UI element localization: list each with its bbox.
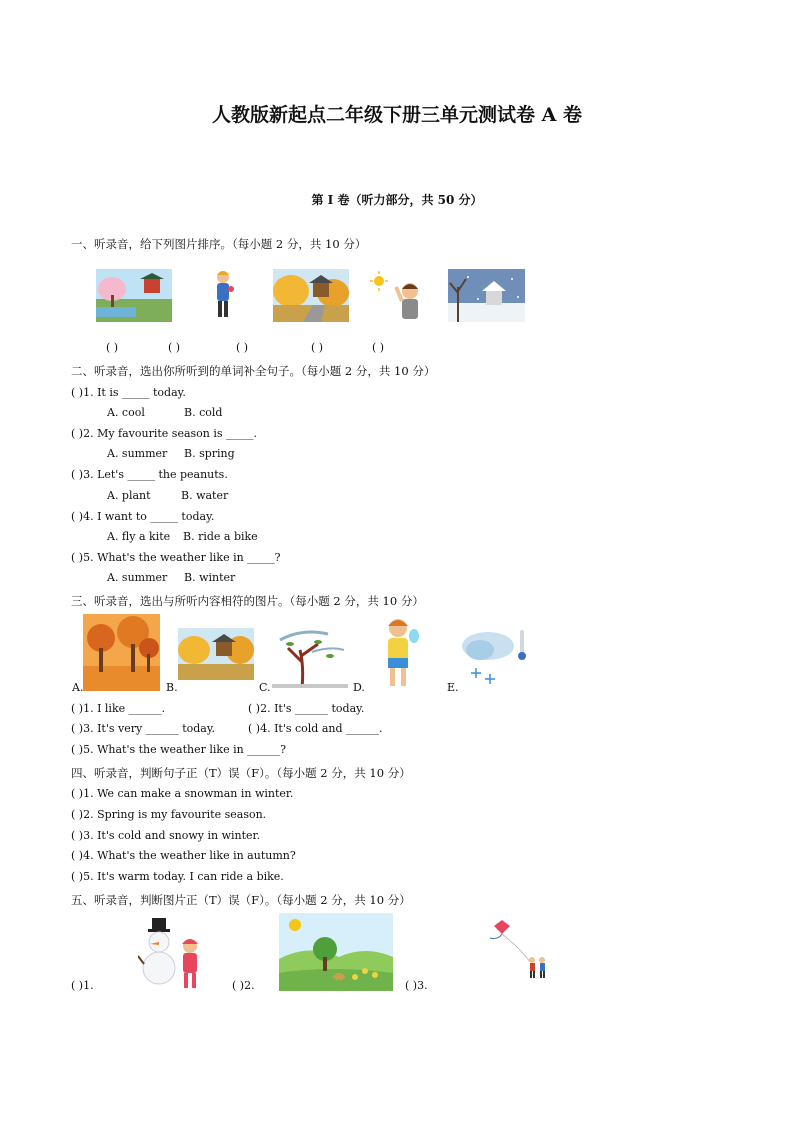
s2-q4-option-b: B. ride a bike — [183, 530, 258, 543]
section-5-heading: 五、听录音，判断图片正（T）误（F）。（每小题 2 分，共 10 分） — [71, 893, 411, 907]
s2-question-5: ( )5. What's the weather like in _____? — [71, 551, 281, 564]
s5-item-2: ( )2. — [232, 979, 255, 992]
s5-item-3: ( )3. — [405, 979, 428, 992]
winter-pavilion-image — [448, 269, 525, 322]
section-4-heading: 四、听录音，判断句子正（T）误（F）。（每小题 2 分，共 10 分） — [71, 766, 411, 780]
section-3-heading: 三、听录音，选出与所听内容相符的图片。（每小题 2 分，共 10 分） — [71, 594, 424, 608]
order-blank-4[interactable]: ( ) — [311, 341, 324, 354]
s2-q1-option-b: B. cold — [184, 406, 223, 419]
s4-statement-1: ( )1. We can make a snowman in winter. — [71, 787, 294, 800]
girl-image — [211, 269, 235, 322]
s3-question-3: ( )3. It's very ______ today. — [71, 722, 216, 735]
s4-statement-2: ( )2. Spring is my favourite season. — [71, 808, 267, 821]
s2-q3-option-b: B. water — [181, 489, 229, 502]
s3-letter-d: D. — [353, 681, 365, 694]
s2-q2-option-b: B. spring — [184, 447, 235, 460]
s3-question-1: ( )1. I like ______. — [71, 702, 166, 715]
s4-statement-4: ( )4. What's the weather like in autumn? — [71, 849, 296, 862]
s5-item-1: ( )1. — [71, 979, 94, 992]
s3-letter-c: C. — [259, 681, 271, 694]
kite-children-image — [480, 918, 550, 982]
autumn-pavilion-image-b — [178, 628, 254, 680]
s2-question-2: ( )2. My favourite season is _____. — [71, 427, 258, 440]
s2-q5-option-a: A. summer — [107, 571, 168, 584]
autumn-trees-image — [83, 614, 160, 691]
s3-question-2: ( )2. It's ______ today. — [248, 702, 365, 715]
s4-statement-3: ( )3. It's cold and snowy in winter. — [71, 829, 261, 842]
s2-question-4: ( )4. I want to _____ today. — [71, 510, 215, 523]
s2-q2-option-a: A. summer — [107, 447, 168, 460]
section-2-heading: 二、听录音，选出你所听到的单词补全句子。（每小题 2 分，共 10 分） — [71, 364, 436, 378]
s3-letter-e: E. — [447, 681, 459, 694]
s3-question-5: ( )5. What's the weather like in ______? — [71, 743, 287, 756]
snowman-girl-image — [138, 916, 204, 990]
s2-q3-option-a: A. plant — [107, 489, 151, 502]
spring-park-image — [96, 269, 172, 322]
sunny-boy-image — [370, 269, 426, 322]
s3-letter-a: A. — [72, 681, 84, 694]
order-blank-2[interactable]: ( ) — [168, 341, 181, 354]
s2-q4-option-a: A. fly a kite — [107, 530, 171, 543]
s2-question-3: ( )3. Let's _____ the peanuts. — [71, 468, 228, 481]
part-heading: 第 I 卷（听力部分，共 50 分） — [311, 193, 483, 207]
s2-q5-option-b: B. winter — [184, 571, 236, 584]
s2-q1-option-a: A. cool — [107, 406, 145, 419]
cold-snow-weather-icon — [458, 626, 532, 688]
order-blank-1[interactable]: ( ) — [106, 341, 119, 354]
s3-letter-b: B. — [166, 681, 178, 694]
order-blank-3[interactable]: ( ) — [236, 341, 249, 354]
s3-question-4: ( )4. It's cold and ______. — [248, 722, 383, 735]
windy-tree-image — [272, 620, 348, 688]
page-title: 人教版新起点二年级下册三单元测试卷 A 卷 — [212, 104, 582, 126]
s4-statement-5: ( )5. It's warm today. I can ride a bike. — [71, 870, 284, 883]
autumn-pavilion-image — [273, 269, 349, 322]
spring-meadow-image — [279, 913, 393, 991]
section-1-heading: 一、听录音，给下列图片排序。（每小题 2 分，共 10 分） — [71, 237, 367, 251]
s2-question-1: ( )1. It is _____ today. — [71, 386, 186, 399]
hot-girl-fanning-image — [376, 614, 420, 690]
order-blank-5[interactable]: ( ) — [372, 341, 385, 354]
